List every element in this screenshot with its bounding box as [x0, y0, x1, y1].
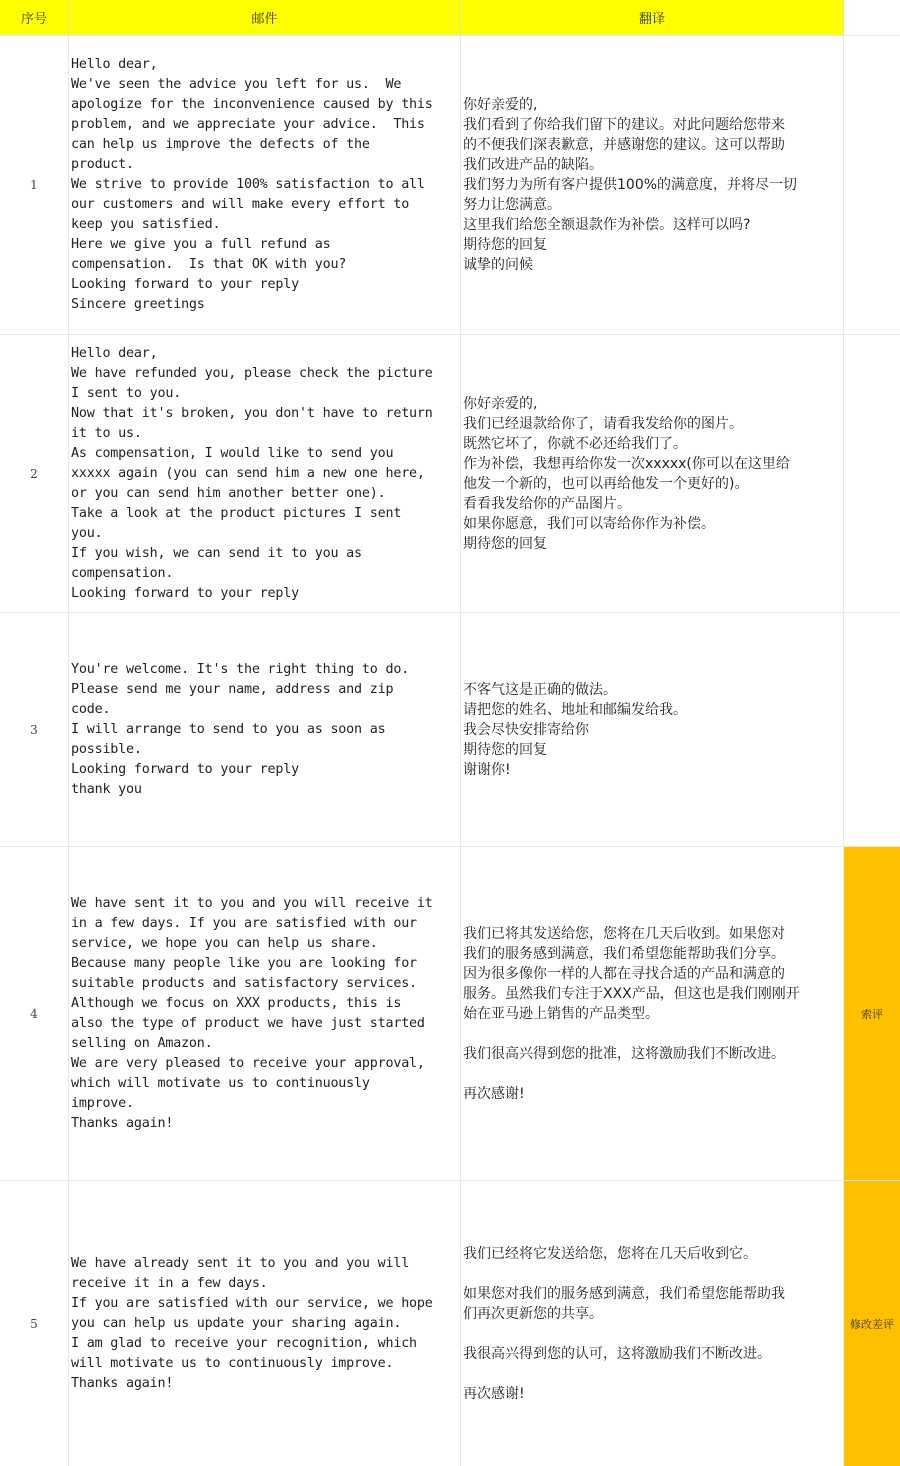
email-line: in a few days. If you are satisfied with our: [71, 915, 417, 931]
email-line: you can help us update your sharing again.: [71, 1315, 402, 1331]
email-line: We strive to provide 100% satisfaction to all: [71, 177, 425, 192]
email-line: We've seen the advice you left for us. We: [71, 77, 402, 92]
translation-line: 作为补偿，我想再给你发一次xxxxx(你可以在这里给: [463, 455, 790, 472]
email-line: possible.: [71, 741, 142, 757]
email-line: I will arrange to send to you as soon as: [71, 721, 386, 737]
email-line: If you are satisfied with our service, we hope: [71, 1295, 433, 1311]
email-line: also the type of product we have just started: [71, 1015, 425, 1031]
email-line: We have already sent it to you and you will: [71, 1255, 410, 1271]
email-line: We have refunded you, please check the picture: [71, 365, 433, 381]
translation-line: 这里我们给您全额退款作为补偿。这样可以吗?: [463, 217, 751, 233]
row-number-cell[interactable]: 4: [0, 847, 69, 1180]
tag-cell[interactable]: 修改差评: [844, 1181, 900, 1466]
translation-line: 我们很高兴得到您的批准，这将激励我们不断改进。: [463, 1045, 785, 1062]
translation-line: [463, 1024, 843, 1044]
table-row: [0, 334, 900, 612]
translation-line: 我们改进产品的缺陷。: [463, 157, 603, 173]
translation-line: 我们努力为所有客户提供100%的满意度，并将尽一切: [463, 177, 798, 193]
tag-cell[interactable]: [844, 335, 900, 612]
translation-cell[interactable]: [461, 335, 844, 612]
email-line: compensation.: [71, 565, 174, 581]
table-row: [0, 35, 900, 334]
email-line: Please send me your name, address and zip: [71, 681, 394, 697]
header-email[interactable]: 邮件: [69, 0, 461, 35]
translation-line: 如果您对我们的服务感到满意，我们希望您能帮助我: [463, 1285, 785, 1302]
translation-line: 你好亲爱的,: [463, 97, 538, 113]
email-line: Take a look at the product pictures I sent: [71, 505, 402, 521]
table-row: [0, 612, 900, 846]
email-cell[interactable]: [69, 335, 461, 612]
email-line: keep you satisfied.: [71, 217, 221, 232]
email-line: thank you: [71, 781, 142, 797]
translation-line: [463, 1364, 843, 1384]
tag-cell[interactable]: 索评: [844, 847, 900, 1180]
email-line: our customers and will make every effort to: [71, 197, 410, 212]
email-line: Because many people like you are looking for: [71, 955, 417, 971]
translation-line: [463, 1264, 843, 1284]
email-line: Thanks again!: [71, 1375, 174, 1391]
translation-line: 服务。虽然我们专注于XXX产品，但这也是我们刚刚开: [463, 985, 800, 1002]
translation-line: 我们看到了你给我们留下的建议。对此问题给您带来: [463, 117, 785, 133]
email-line: problem, and we appreciate your advice. This: [71, 117, 425, 132]
translation-line: 期待您的回复: [463, 741, 547, 758]
email-line: service, we hope you can help us share.: [71, 935, 378, 951]
translation-line: 你好亲爱的,: [463, 395, 538, 412]
table-row: [0, 846, 900, 1180]
translation-line: 期待您的回复: [463, 237, 547, 253]
email-line: I sent to you.: [71, 385, 182, 401]
translation-line: 谢谢你!: [463, 761, 511, 778]
table-row: [0, 1180, 900, 1466]
translation-line: [463, 1324, 843, 1344]
row-number-cell[interactable]: 5: [0, 1181, 69, 1466]
email-line: receive it in a few days.: [71, 1275, 268, 1291]
row-number-cell[interactable]: 2: [0, 335, 69, 612]
translation-line: 我们的服务感到满意，我们希望您能帮助我们分享。: [463, 945, 785, 962]
email-line: Hello dear,: [71, 345, 158, 361]
header-tag[interactable]: [844, 0, 900, 35]
email-line: compensation. Is that OK with you?: [71, 257, 347, 272]
email-line: which will motivate us to continuously: [71, 1075, 370, 1091]
email-line: Here we give you a full refund as: [71, 237, 331, 252]
translation-cell[interactable]: [461, 613, 844, 846]
email-line: Looking forward to your reply: [71, 761, 299, 777]
email-line: Although we focus on XXX products, this is: [71, 995, 402, 1011]
email-line: it to us.: [71, 425, 142, 441]
email-line: xxxxx again (you can send him a new one here,: [71, 465, 425, 481]
email-line: will motivate us to continuously improve.: [71, 1355, 394, 1371]
email-line: Sincere greetings: [71, 297, 205, 312]
translation-cell[interactable]: [461, 847, 844, 1180]
email-line: apologize for the inconvenience caused by this: [71, 97, 433, 112]
email-cell[interactable]: [69, 613, 461, 846]
translation-line: 不客气这是正确的做法。: [463, 681, 617, 698]
translation-line: 再次感谢!: [463, 1085, 525, 1102]
email-line: can help us improve the defects of the: [71, 137, 370, 152]
email-line: We are very pleased to receive your approval,: [71, 1055, 425, 1071]
translation-line: 始在亚马逊上销售的产品类型。: [463, 1005, 659, 1022]
translation-line: 我们已经将它发送给您，您将在几天后收到它。: [463, 1245, 757, 1262]
email-line: As compensation, I would like to send you: [71, 445, 394, 461]
translation-cell[interactable]: [461, 36, 844, 334]
email-line: You're welcome. It's the right thing to do.: [71, 661, 410, 677]
email-line: or you can send him another better one).: [71, 485, 386, 501]
email-cell[interactable]: [69, 1181, 461, 1466]
email-line: code.: [71, 701, 111, 717]
translation-line: 我们已经退款给你了，请看我发给你的图片。: [463, 415, 743, 432]
email-cell[interactable]: [69, 847, 461, 1180]
row-number-cell[interactable]: 3: [0, 613, 69, 846]
email-cell[interactable]: [69, 36, 461, 334]
translation-line: 努力让您满意。: [463, 197, 561, 213]
translation-line: 看看我发给你的产品图片。: [463, 495, 631, 512]
email-line: Looking forward to your reply: [71, 585, 299, 601]
translation-line: 我很高兴得到您的认可，这将激励我们不断改进。: [463, 1345, 771, 1362]
email-line: Hello dear,: [71, 57, 158, 72]
email-line: Looking forward to your reply: [71, 277, 299, 292]
translation-line: 如果你愿意，我们可以寄给你作为补偿。: [463, 515, 715, 532]
email-line: suitable products and satisfactory services.: [71, 975, 417, 991]
email-line: If you wish, we can send it to you as: [71, 545, 362, 561]
translation-line: 既然它坏了，你就不必还给我们了。: [463, 435, 687, 452]
translation-line: 请把您的姓名、地址和邮编发给我。: [463, 701, 687, 718]
email-line: Thanks again!: [71, 1115, 174, 1131]
email-line: you.: [71, 525, 103, 541]
translation-line: 我们已将其发送给您，您将在几天后收到。如果您对: [463, 925, 785, 942]
header-num[interactable]: 序号: [0, 0, 69, 35]
tag-cell[interactable]: [844, 36, 900, 334]
translation-line: [463, 1064, 843, 1084]
translation-line: 他发一个新的，也可以再给他发一个更好的)。: [463, 475, 749, 492]
row-number-cell[interactable]: 1: [0, 36, 69, 334]
email-line: We have sent it to you and you will receive it: [71, 895, 433, 911]
translation-line: 的不便我们深表歉意，并感谢您的建议。这可以帮助: [463, 137, 785, 153]
email-line: product.: [71, 157, 134, 172]
tag-cell[interactable]: [844, 613, 900, 846]
translation-line: 诚挚的问候: [463, 257, 533, 273]
header-translation[interactable]: 翻译: [461, 0, 844, 35]
translation-line: 们再次更新您的共享。: [463, 1305, 603, 1322]
email-line: selling on Amazon.: [71, 1035, 213, 1051]
header-row: [0, 0, 900, 35]
email-line: Now that it's broken, you don't have to return: [71, 405, 433, 421]
translation-cell[interactable]: [461, 1181, 844, 1466]
translation-line: 再次感谢!: [463, 1385, 525, 1402]
email-line: improve.: [71, 1095, 134, 1111]
translation-line: 我会尽快安排寄给你: [463, 721, 589, 738]
translation-line: 因为很多像你一样的人都在寻找合适的产品和满意的: [463, 965, 785, 982]
translation-line: 期待您的回复: [463, 535, 547, 552]
email-line: I am glad to receive your recognition, which: [71, 1335, 417, 1351]
